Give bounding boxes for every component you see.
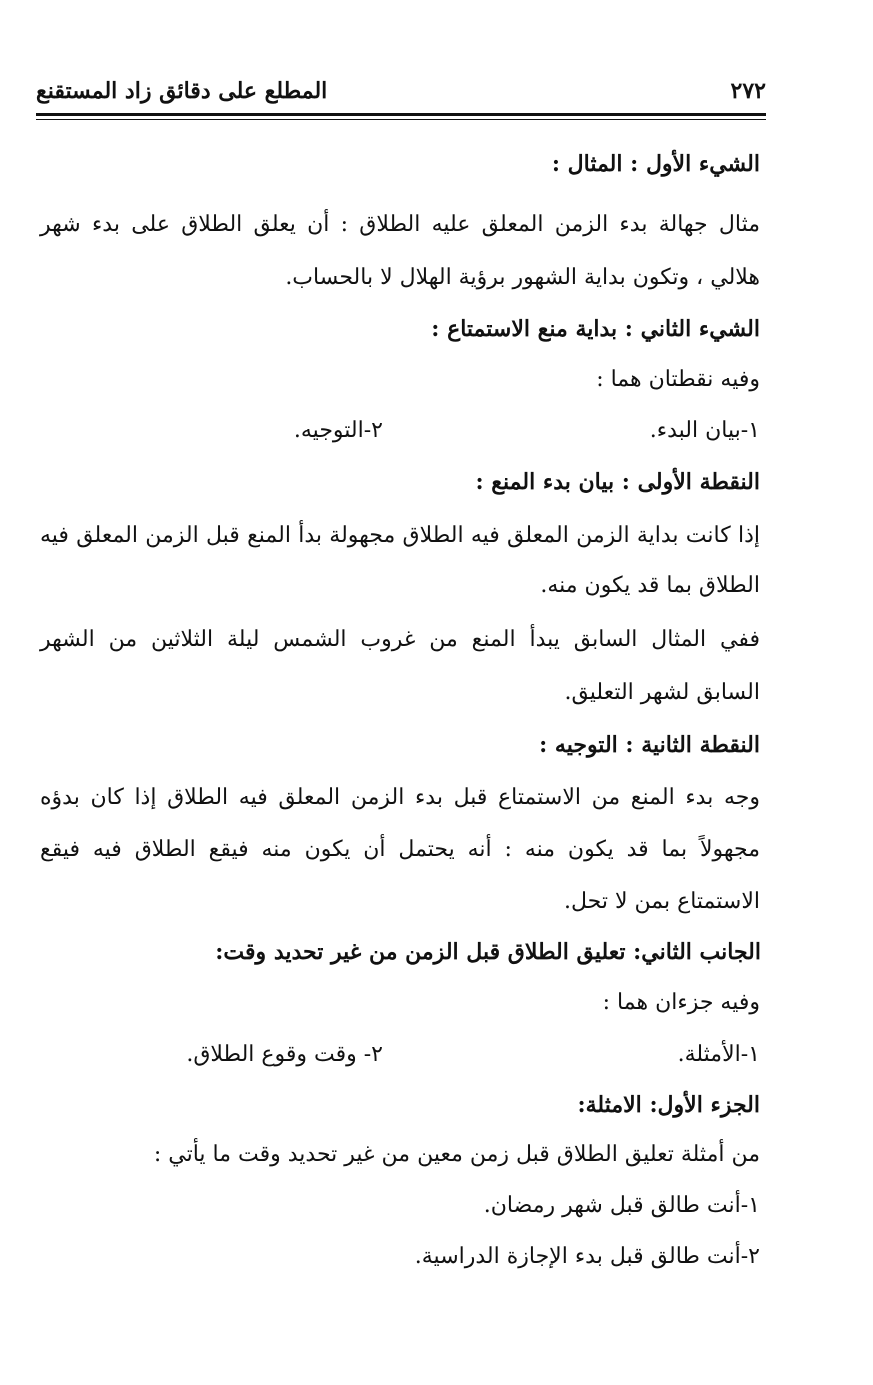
- heading-second-thing: الشيء الثاني : بداية منع الاستمتاع :: [431, 316, 760, 342]
- heading-point-one: النقطة الأولى : بيان بدء المنع :: [475, 469, 760, 495]
- book-title: المطلع على دقائق زاد المستقنع: [36, 78, 328, 104]
- paragraph-line: إذا كانت بداية الزمن المعلق فيه الطلاق مجهولة بدأ المنع قبل الزمن المعلق فيه: [40, 523, 760, 548]
- example-item: ٢-أنت طالق قبل بدء الإجازة الدراسية.: [414, 1244, 760, 1269]
- paragraph-line: ففي المثال السابق يبدأ المنع من غروب الشمس ليلة الثلاثين من الشهر: [40, 627, 760, 652]
- header-rule-thin: [36, 119, 766, 120]
- heading-point-two: النقطة الثانية : التوجيه :: [539, 732, 760, 758]
- list-item: ٢-التوجيه.: [293, 418, 383, 443]
- running-header: [36, 70, 766, 114]
- paragraph-line: الطلاق بما قد يكون منه.: [540, 573, 760, 598]
- paragraph-line: مجهولاً بما قد يكون منه : أنه يحتمل أن يكون منه فيقع الطلاق فيه فيقع: [40, 837, 760, 862]
- paragraph-line: وفيه جزءان هما :: [602, 990, 760, 1015]
- list-item: ٢- وقت وقوع الطلاق.: [186, 1042, 383, 1067]
- paragraph-line: هلالي ، وتكون بداية الشهور برؤية الهلال لا بالحساب.: [285, 265, 760, 290]
- header-rule-thick: [36, 113, 766, 116]
- heading-first-thing: الشيء الأول : المثال :: [551, 151, 760, 177]
- example-item: ١-أنت طالق قبل شهر رمضان.: [483, 1193, 760, 1218]
- paragraph-line: السابق لشهر التعليق.: [564, 680, 760, 705]
- list-item: ١-بيان البدء.: [649, 418, 760, 443]
- page-number: ٢٧٢: [730, 78, 766, 104]
- heading-part-one: الجزء الأول: الامثلة:: [577, 1092, 760, 1118]
- paragraph-line: وفيه نقطتان هما :: [596, 367, 760, 392]
- paragraph-line: مثال جهالة بدء الزمن المعلق عليه الطلاق : أن يعلق الطلاق على بدء شهر: [40, 212, 760, 237]
- paragraph-line: من أمثلة تعليق الطلاق قبل زمن معين من غير تحديد وقت ما يأتي :: [153, 1142, 760, 1167]
- list-item: ١-الأمثلة.: [677, 1042, 760, 1067]
- paragraph-line: الاستمتاع بمن لا تحل.: [563, 889, 760, 914]
- paragraph-line: وجه بدء المنع من الاستمتاع قبل بدء الزمن المعلق فيه الطلاق إذا كان بدؤه: [40, 785, 760, 810]
- heading-side-two: الجانب الثاني: تعليق الطلاق قبل الزمن من غير تحديد وقت:: [215, 939, 761, 965]
